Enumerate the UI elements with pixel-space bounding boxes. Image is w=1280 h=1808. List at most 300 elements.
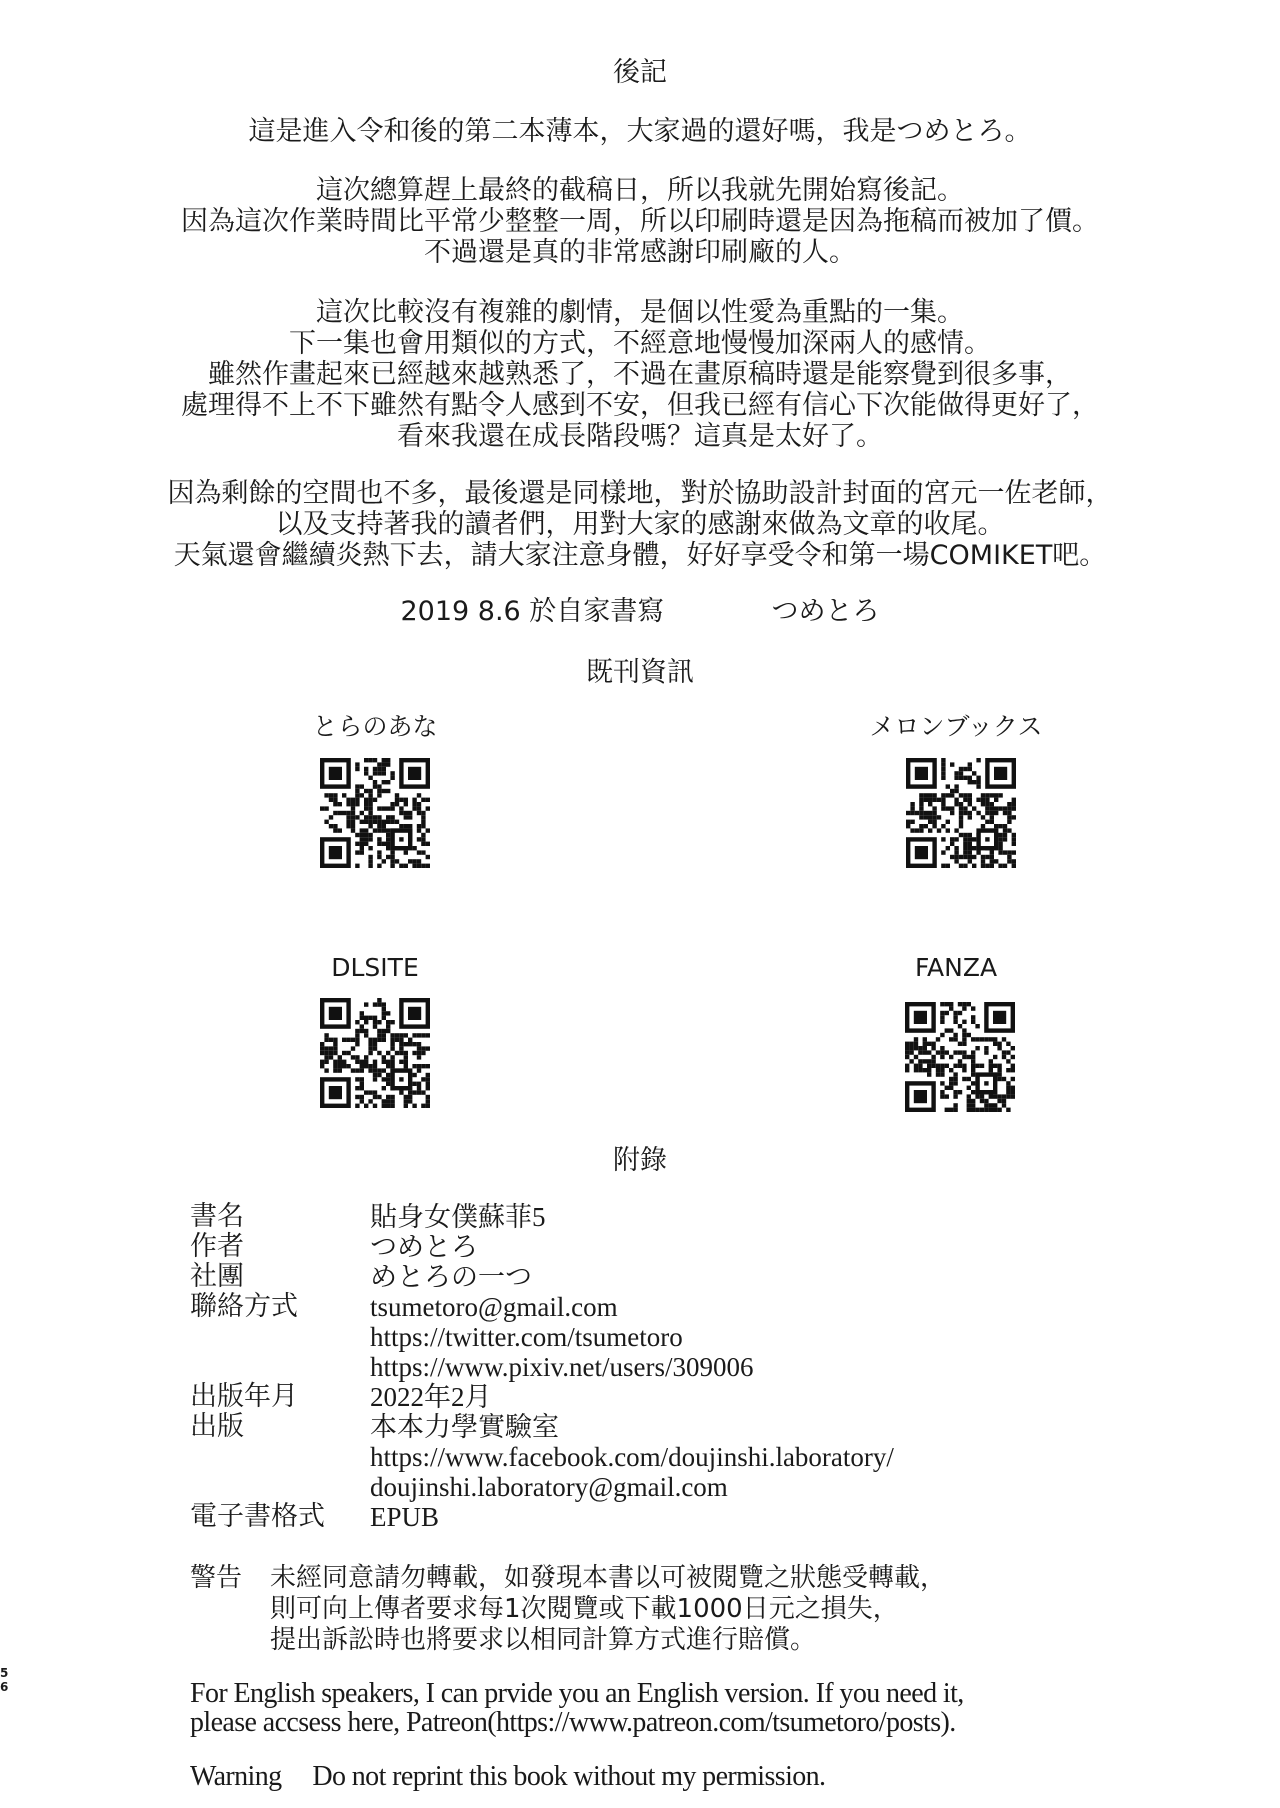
qr-module [963, 767, 967, 771]
qr-module [985, 811, 989, 815]
qr-module [981, 793, 985, 797]
qr-module [333, 1051, 337, 1055]
qr-module [1012, 837, 1016, 841]
english-note-line: For English speakers, I can prvide you an English version. If you need it, [190, 1678, 964, 1709]
appendix-value[interactable]: https://twitter.com/tsumetoro [370, 1322, 683, 1352]
appendix-value[interactable]: tsumetoro@gmail.com [370, 1292, 618, 1322]
qr-module [941, 758, 945, 762]
qr-module [1003, 806, 1007, 810]
qr-module [404, 1099, 408, 1103]
afterword-line: 看來我還在成長階段嗎？這真是太好了。 [397, 421, 883, 452]
english-note-line: please accsess here, Patreon(https://www.patreon.com/tsumetoro/posts). [190, 1707, 956, 1738]
english-warning-label: Warning [190, 1761, 282, 1792]
qr-module [426, 1095, 430, 1099]
qr-module [968, 855, 972, 859]
qr-module [364, 1016, 368, 1020]
qr-module [338, 1068, 342, 1072]
qr-module [959, 811, 963, 815]
qr-module [395, 802, 399, 806]
appendix-title: 附錄 [613, 1145, 667, 1176]
qr-module [915, 828, 919, 832]
qr-module [417, 864, 421, 868]
qr-module [910, 802, 914, 806]
qr-module [976, 776, 980, 780]
qr-module [963, 846, 967, 850]
qr-module [377, 789, 381, 793]
qr-module [324, 820, 328, 824]
qr-module [417, 1082, 421, 1086]
qr-module [1011, 1094, 1015, 1098]
qr-module [351, 806, 355, 810]
qr-module [355, 1068, 359, 1072]
qr-module [915, 767, 928, 780]
qr-module [905, 1055, 909, 1059]
qr-module [382, 1077, 386, 1081]
qr-module [1011, 1077, 1015, 1081]
qr-module [971, 1068, 975, 1072]
qr-module [972, 837, 976, 841]
qr-module [958, 1011, 962, 1015]
qr-module [324, 1055, 328, 1059]
qr-module [953, 1081, 957, 1085]
qr-module [368, 1046, 372, 1050]
qr-module [949, 1086, 953, 1090]
qr-module [373, 1077, 377, 1081]
qr-module [351, 1038, 355, 1042]
qr-module [417, 1055, 421, 1059]
qr-module [368, 1016, 372, 1020]
qr-module [364, 802, 368, 806]
qr-module [368, 859, 372, 863]
qr-module [998, 846, 1002, 850]
qr-module [390, 1038, 394, 1042]
qr-module [954, 784, 958, 788]
qr-module [333, 1064, 337, 1068]
qr-module [373, 780, 377, 784]
qr-module [1011, 1068, 1015, 1072]
qr-module [426, 1033, 430, 1037]
qr-module [408, 1007, 421, 1020]
afterword-line: 這是進入令和後的第二本薄本，大家過的還好嗎，我是つめとろ。 [248, 116, 1032, 147]
qr-module [329, 824, 333, 828]
qr-module [421, 811, 425, 815]
afterword-title: 後記 [613, 57, 667, 88]
qr-module [906, 820, 910, 824]
qr-module [373, 1024, 377, 1028]
qr-module [941, 798, 945, 802]
qr-module [382, 1086, 386, 1090]
qr-module [412, 864, 416, 868]
qr-module [945, 1108, 949, 1112]
qr-module [377, 842, 381, 846]
qr-module [984, 1099, 988, 1103]
qr-module [959, 855, 963, 859]
appendix-value[interactable]: https://www.facebook.com/doujinshi.laboratory/ [370, 1442, 894, 1472]
qr-module [355, 793, 359, 797]
qr-module [412, 1073, 416, 1077]
qr-module [931, 1055, 935, 1059]
qr-module [355, 802, 359, 806]
qr-module [941, 762, 945, 766]
qr-module [382, 824, 386, 828]
qr-module [924, 798, 928, 802]
qr-module [953, 1103, 957, 1107]
qr-module [404, 815, 408, 819]
qr-module [1002, 1099, 1006, 1103]
qr-code-fanza[interactable] [905, 1002, 1015, 1112]
qr-module [338, 828, 342, 832]
qr-module [958, 1050, 962, 1054]
qr-module [333, 798, 337, 802]
qr-module [360, 842, 364, 846]
qr-module [390, 776, 394, 780]
qr-module [355, 815, 359, 819]
qr-module [940, 1015, 944, 1019]
qr-module [984, 1103, 988, 1107]
qr-module [989, 1108, 993, 1112]
qr-module [395, 1038, 399, 1042]
qr-module [963, 864, 967, 868]
qr-module [412, 859, 416, 863]
qr-module [959, 771, 963, 775]
qr-module [320, 1051, 324, 1055]
qr-module [940, 1033, 944, 1037]
qr-module [967, 1108, 971, 1112]
qr-module [968, 798, 972, 802]
qr-module [395, 1033, 399, 1037]
qr-module [390, 802, 394, 806]
qr-module [989, 1059, 993, 1063]
qr-module [368, 758, 372, 762]
qr-module [962, 1002, 966, 1006]
qr-module [976, 780, 980, 784]
qr-module [1007, 855, 1011, 859]
qr-module [946, 793, 950, 797]
qr-module [1006, 1068, 1010, 1072]
qr-module [932, 811, 936, 815]
qr-module [990, 864, 994, 868]
qr-module [386, 1020, 390, 1024]
qr-module [351, 824, 355, 828]
qr-module [364, 820, 368, 824]
qr-module [967, 1077, 971, 1081]
qr-module [975, 1024, 979, 1028]
qr-module [936, 1064, 940, 1068]
qr-module [994, 806, 998, 810]
qr-module [941, 850, 945, 854]
qr-module [373, 1090, 377, 1094]
qr-module [404, 1064, 408, 1068]
qr-module [417, 1046, 421, 1050]
qr-module [399, 798, 403, 802]
qr-module [373, 1095, 377, 1099]
qr-module [936, 1050, 940, 1054]
qr-module [386, 1099, 390, 1103]
qr-module [373, 1073, 377, 1077]
qr-module [373, 1104, 377, 1108]
qr-module [924, 811, 928, 815]
qr-module [990, 802, 994, 806]
qr-module [954, 850, 958, 854]
qr-module [994, 798, 998, 802]
qr-module [971, 1081, 975, 1085]
qr-module [421, 850, 425, 854]
qr-module [990, 806, 994, 810]
qr-module [421, 864, 425, 868]
qr-module [928, 798, 932, 802]
qr-module [360, 1077, 364, 1081]
qr-module [360, 1016, 364, 1020]
qr-module [426, 1086, 430, 1090]
qr-module [1007, 815, 1011, 819]
qr-module [382, 762, 386, 766]
qr-module [980, 1037, 984, 1041]
qr-module [368, 837, 372, 841]
qr-module [963, 842, 967, 846]
qr-module [968, 842, 972, 846]
qr-module [963, 798, 967, 802]
qr-module [355, 789, 359, 793]
qr-module [373, 820, 377, 824]
qr-module [346, 820, 350, 824]
qr-module [382, 780, 386, 784]
qr-module [329, 1051, 333, 1055]
qr-module [373, 784, 377, 788]
qr-module [1006, 1042, 1010, 1046]
qr-module [382, 1055, 386, 1059]
qr-module [329, 846, 342, 859]
qr-module [1011, 1064, 1015, 1068]
qr-module [368, 1038, 372, 1042]
qr-module [386, 855, 390, 859]
qr-module [985, 798, 989, 802]
qr-module [953, 1090, 957, 1094]
qr-module [932, 824, 936, 828]
qr-module [355, 762, 359, 766]
qr-module [399, 837, 403, 841]
qr-module [333, 824, 337, 828]
qr-module [399, 1090, 403, 1094]
qr-module [421, 833, 425, 837]
qr-module [906, 811, 910, 815]
qr-module [426, 1104, 430, 1108]
qr-code-dlsite[interactable] [320, 998, 430, 1108]
qr-module [950, 855, 954, 859]
qr-module [1002, 1050, 1006, 1054]
qr-module [968, 815, 972, 819]
qr-module [342, 1060, 346, 1064]
qr-module [382, 1104, 386, 1108]
qr-module [998, 850, 1002, 854]
qr-module [382, 767, 386, 771]
qr-module [1012, 798, 1016, 802]
qr-module [377, 998, 381, 1002]
qr-module [989, 1037, 993, 1041]
qr-module [940, 1081, 944, 1085]
qr-module [404, 802, 408, 806]
qr-module [329, 798, 333, 802]
qr-module [959, 824, 963, 828]
qr-module [958, 1002, 962, 1006]
qr-module [976, 758, 980, 762]
qr-module [395, 798, 399, 802]
qr-module [962, 1028, 966, 1032]
qr-module [945, 1028, 949, 1032]
published-info-title: 既刊資訊 [586, 657, 694, 688]
qr-module [971, 1059, 975, 1063]
qr-module [368, 1099, 372, 1103]
qr-module [355, 767, 359, 771]
qr-module [364, 837, 368, 841]
qr-module [953, 1050, 957, 1054]
qr-module [971, 1055, 975, 1059]
qr-module [377, 850, 381, 854]
qr-module [967, 1103, 971, 1107]
qr-module [417, 859, 421, 863]
qr-module [342, 811, 346, 815]
qr-module [971, 1020, 975, 1024]
qr-module [919, 802, 923, 806]
qr-code-melonbooks[interactable] [906, 758, 1016, 868]
qr-module [950, 811, 954, 815]
qr-module [927, 1042, 931, 1046]
qr-module [968, 837, 972, 841]
qr-module [412, 1042, 416, 1046]
qr-module [923, 1059, 927, 1063]
qr-module [368, 864, 372, 868]
qr-module [368, 1090, 372, 1094]
qr-module [324, 806, 328, 810]
qr-module [980, 1064, 984, 1068]
qr-module [324, 1033, 328, 1037]
qr-module [386, 758, 390, 762]
appendix-key: 書名 [190, 1201, 244, 1232]
qr-module [941, 837, 945, 841]
qr-module [364, 1064, 368, 1068]
qr-module [958, 1064, 962, 1068]
appendix-value: 2022年2月 [370, 1382, 492, 1412]
qr-module [968, 833, 972, 837]
qr-module [386, 842, 390, 846]
qr-module [976, 850, 980, 854]
qr-module [924, 824, 928, 828]
qr-module [941, 793, 945, 797]
qr-module [364, 767, 368, 771]
qr-module [959, 820, 963, 824]
qr-module [377, 1095, 381, 1099]
appendix-key: 出版年月 [190, 1381, 298, 1412]
qr-module [1003, 850, 1007, 854]
qr-module [333, 1060, 337, 1064]
appendix-value[interactable]: doujinshi.laboratory@gmail.com [370, 1472, 728, 1502]
qr-module [373, 1038, 377, 1042]
qr-module [950, 762, 954, 766]
appendix-key: 出版 [190, 1411, 244, 1442]
qr-module [404, 1051, 408, 1055]
qr-module [954, 828, 958, 832]
qr-module [984, 1050, 988, 1054]
qr-module [412, 802, 416, 806]
qr-module [346, 802, 350, 806]
qr-module [399, 1038, 403, 1042]
qr-code-toranoana[interactable] [320, 758, 430, 868]
qr-module [940, 1011, 944, 1015]
qr-module [382, 842, 386, 846]
qr-module [412, 1104, 416, 1108]
qr-module [360, 793, 364, 797]
qr-module [390, 1095, 394, 1099]
date-line: 2019 8.6 於自家書寫 [400, 596, 665, 627]
qr-module [377, 837, 381, 841]
english-warning-text: Do not reprint this book without my permission. [312, 1761, 826, 1792]
qr-module [932, 820, 936, 824]
qr-module [963, 806, 967, 810]
appendix-value: 本本力學實驗室 [370, 1412, 559, 1442]
qr-module [941, 771, 945, 775]
qr-module [941, 824, 945, 828]
qr-module [923, 1068, 927, 1072]
english-warning [190, 1762, 825, 1791]
qr-module [386, 828, 390, 832]
qr-module [940, 1090, 944, 1094]
qr-module [377, 1033, 381, 1037]
qr-module [962, 1006, 966, 1010]
qr-module [373, 771, 377, 775]
qr-module [945, 1094, 949, 1098]
qr-module [404, 1055, 408, 1059]
qr-module [421, 820, 425, 824]
qr-module [373, 767, 377, 771]
qr-module [408, 859, 412, 863]
qr-module [980, 1108, 984, 1112]
appendix-value[interactable]: https://www.pixiv.net/users/309006 [370, 1352, 754, 1382]
qr-module [386, 1104, 390, 1108]
qr-module [923, 1042, 927, 1046]
qr-module [342, 1038, 346, 1042]
qr-module [915, 811, 919, 815]
qr-module [390, 1055, 394, 1059]
afterword-line: 以及支持著我的讀者們，用對大家的感謝來做為文章的收尾。 [275, 509, 1005, 540]
qr-module [364, 1090, 368, 1094]
qr-module [426, 842, 430, 846]
qr-module [972, 864, 976, 868]
qr-module [382, 789, 386, 793]
qr-module [959, 767, 963, 771]
qr-module [399, 1060, 403, 1064]
qr-module [417, 1068, 421, 1072]
qr-module [426, 806, 430, 810]
qr-module [417, 850, 421, 854]
qr-module [355, 864, 359, 868]
qr-module [390, 1104, 394, 1108]
qr-module [924, 793, 928, 797]
qr-module [346, 798, 350, 802]
shop-label-dlsite: DLSITE [331, 953, 419, 982]
afterword-line: 因為這次作業時間比平常少整整一周，所以印刷時還是因為拖稿而被加了價。 [181, 206, 1099, 237]
qr-module [994, 859, 998, 863]
qr-module [386, 806, 390, 810]
qr-module [918, 1050, 922, 1054]
qr-module [980, 1094, 984, 1098]
qr-module [1007, 828, 1011, 832]
qr-module [386, 837, 390, 841]
qr-module [360, 828, 364, 832]
qr-module [945, 1064, 949, 1068]
qr-module [390, 771, 394, 775]
qr-module [364, 789, 368, 793]
qr-module [364, 815, 368, 819]
qr-module [997, 1042, 1001, 1046]
